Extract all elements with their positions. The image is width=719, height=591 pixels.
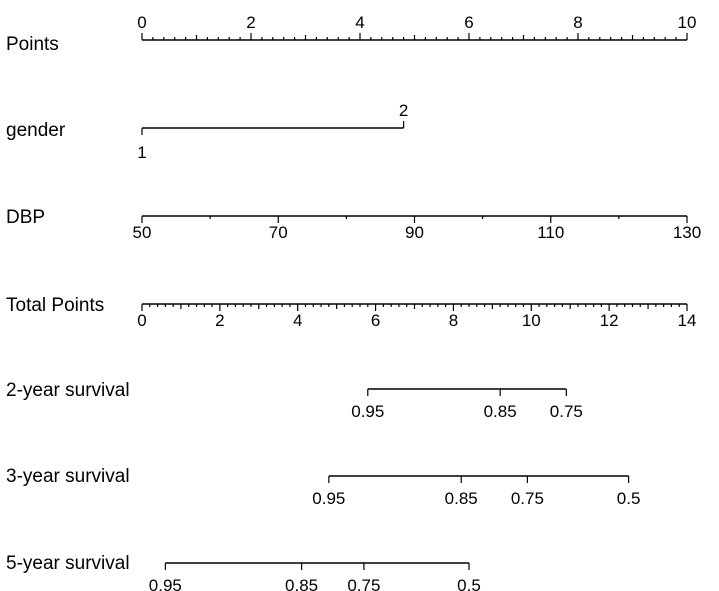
total_points-tick-label: 4 [292, 311, 303, 330]
row-label-2-year-survival: 2-year survival [6, 380, 130, 401]
surv3-tick-label: 0.5 [616, 489, 641, 508]
dbp-tick-label: 110 [537, 223, 565, 242]
total_points-tick-label: 6 [370, 311, 381, 330]
dbp-tick-label: 90 [405, 223, 424, 242]
points-tick-label: 2 [246, 13, 256, 32]
surv5-tick-label: 0.75 [347, 576, 381, 591]
total_points-tick-label: 2 [215, 311, 225, 330]
dbp-tick-label: 50 [132, 223, 152, 242]
surv3-tick-label: 0.75 [510, 489, 544, 508]
chart-marks [133, 13, 702, 591]
total_points-tick-label: 14 [677, 311, 697, 330]
surv2-tick-label: 0.75 [549, 402, 583, 421]
row-label-gender: gender [6, 120, 66, 141]
gender-level-label: 1 [137, 143, 147, 162]
row-label-total-points: Total Points [6, 295, 105, 316]
dbp-tick-label: 130 [672, 223, 702, 242]
surv2-tick-label: 0.85 [483, 402, 517, 421]
points-tick-label: 10 [677, 13, 697, 32]
total_points-tick-label: 8 [448, 311, 459, 330]
total_points-tick-label: 10 [521, 311, 541, 330]
dbp-tick-label: 70 [268, 223, 288, 242]
points-tick-label: 4 [355, 13, 365, 32]
row-label-5-year-survival: 5-year survival [6, 553, 130, 574]
total_points-tick-label: 12 [599, 311, 619, 330]
gender-level-label: 2 [398, 101, 409, 120]
total_points-tick-label: 0 [137, 311, 147, 330]
row-label-points: Points [6, 34, 59, 55]
surv3-tick-label: 0.95 [312, 489, 346, 508]
surv5-tick-label: 0.95 [148, 576, 182, 591]
surv5-tick-label: 0.85 [285, 576, 319, 591]
points-tick-label: 0 [137, 13, 147, 32]
points-tick-label: 8 [573, 13, 583, 32]
row-label-dbp: DBP [6, 207, 46, 228]
points-tick-label: 6 [464, 13, 474, 32]
surv2-tick-label: 0.95 [351, 402, 385, 421]
surv5-tick-label: 0.5 [457, 576, 481, 591]
surv3-tick-label: 0.85 [444, 489, 478, 508]
row-label-3-year-survival: 3-year survival [6, 466, 130, 487]
